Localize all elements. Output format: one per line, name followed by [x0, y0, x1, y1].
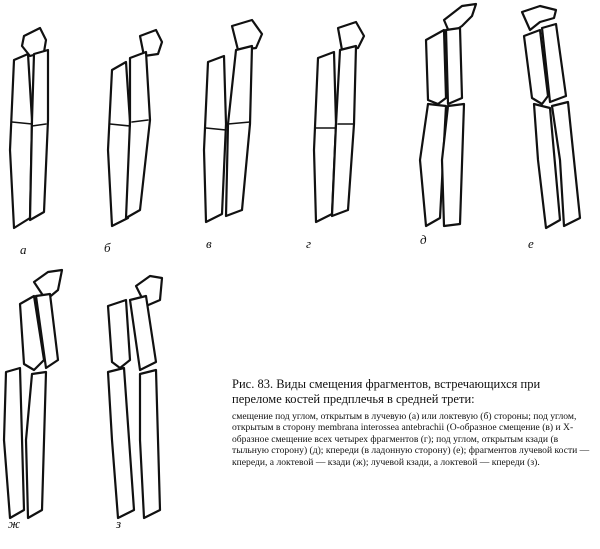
panel-z-drawing [108, 276, 162, 518]
panel-b-drawing [108, 30, 162, 226]
caption-body: смещение под углом, открытым в лучевую (а) или локтевую (б) стороны; под углом, открытым в сторону membrana interossea antebrachii (О-образное смещение (в) и Х-образное смещение всех четырех фрагментов (г); под углом, открытым кзади (в тыльную сторону) (д); кпереди (в ладонную сторону) (е); фрагментов лучевой кости — кпереди, а локтевой — кзади (ж); лучевой кзади, а локтевой — кпереди (з). [232, 411, 590, 468]
panel-d-drawing [420, 4, 476, 226]
caption-title: Рис. 83. Виды смещения фрагментов, встречающихся при переломе костей предплечья в средней трети: [232, 377, 541, 406]
panel-label-d: д [420, 232, 427, 247]
panel-zh-drawing [4, 270, 62, 518]
panel-label-z: з [116, 516, 122, 531]
panel-v-drawing [204, 20, 262, 222]
panel-label-zh: ж [8, 516, 21, 531]
panel-e-drawing [522, 6, 580, 228]
panel-a-drawing [10, 28, 48, 228]
panel-label-b: б [104, 240, 111, 255]
panel-g-drawing [314, 22, 364, 222]
panel-label-e: е [528, 236, 534, 251]
panel-label-v: в [206, 236, 212, 251]
panel-label-g: г [306, 236, 312, 251]
panel-label-a: а [20, 242, 27, 257]
figure-caption [232, 377, 592, 468]
